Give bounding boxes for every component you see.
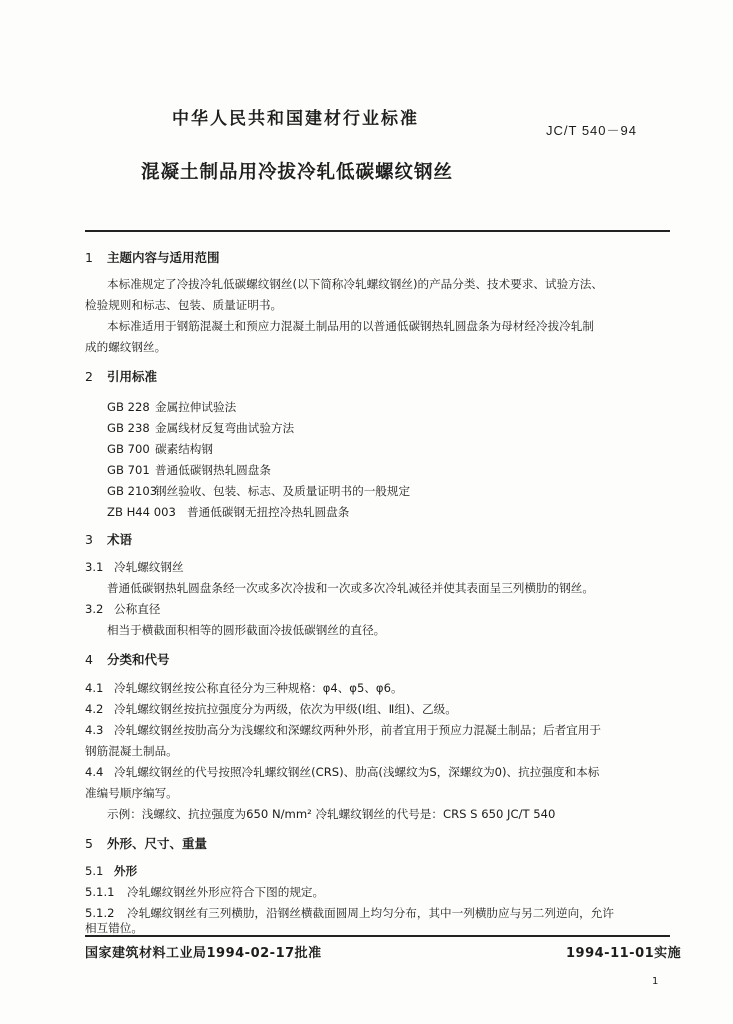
reference-code: GB 2103: [107, 484, 158, 498]
clause-number: 4.3: [85, 723, 104, 737]
section-number: 5: [85, 836, 93, 851]
reference-code: GB 701: [107, 463, 150, 477]
clause-number: 3.1: [85, 560, 104, 574]
section-title: 术语: [107, 532, 133, 547]
clause: [85, 882, 324, 902]
standard-code: JC/T 540－94: [546, 123, 637, 138]
reference-item: [107, 481, 410, 501]
clause-number: 5.1.2: [85, 906, 115, 920]
clause-number: 5.1: [85, 864, 104, 878]
clause: [85, 720, 601, 740]
reference-name: 普通低碳钢无扭控冷热轧圆盘条: [187, 505, 350, 519]
reference-name: 金属拉伸试验法: [155, 400, 237, 414]
section-title: 外形、尺寸、重量: [107, 836, 208, 851]
page-number: 1: [652, 976, 659, 987]
clause-number: 4.4: [85, 765, 104, 779]
clause-number: 4.1: [85, 681, 104, 695]
document-title: 混凝土制品用冷拔冷轧低碳螺纹钢丝: [141, 162, 454, 183]
reference-item: [107, 460, 271, 480]
reference-name: 钢丝验收、包装、标志、及质量证明书的一般规定: [155, 484, 411, 498]
example-text: 示例：浅螺纹、抗拉强度为650 N/mm² 冷轧螺纹钢丝的代号是：CRS S 650 JC/T 540: [107, 807, 556, 821]
subsection-heading: [85, 861, 137, 881]
reference-item: [107, 439, 213, 459]
section-1-heading: [85, 248, 220, 266]
paragraph-line: 本标准适用于钢筋混凝土和预应力混凝土制品用的以普通低碳钢热轧圆盘条为母材经冷拔冷轧制: [107, 319, 594, 333]
clause: [85, 678, 403, 698]
reference-item: [107, 418, 294, 438]
section-number: 3: [85, 532, 93, 547]
reference-item: [107, 397, 236, 417]
term-definition: 普通低碳钢热轧圆盘条经一次或多次冷拔和一次或多次冷轧减径并使其表面呈三列横肋的钢丝。: [107, 581, 594, 595]
clause-number: 5.1.1: [85, 885, 115, 899]
reference-code: GB 238: [107, 421, 150, 435]
clause-text: 冷轧螺纹钢丝的代号按照冷轧螺纹钢丝(CRS)、肋高(浅螺纹为S，深螺纹为0)、抗拉强度和本标: [114, 765, 600, 779]
footer-divider: [85, 935, 670, 937]
reference-item: [107, 502, 349, 522]
clause-number: 3.2: [85, 602, 104, 616]
section-number: 4: [85, 652, 93, 667]
term-heading: [85, 557, 184, 577]
clause: [85, 903, 614, 923]
reference-name: 碳素结构钢: [155, 442, 213, 456]
clause-text: 冷轧螺纹钢丝按抗拉强度分为两级，依次为甲级(Ⅰ组、Ⅱ组)、乙级。: [114, 702, 457, 716]
section-4-heading: [85, 650, 170, 668]
reference-code: ZB H44 003: [107, 505, 176, 519]
section-title: 分类和代号: [107, 652, 170, 667]
term-title: 冷轧螺纹钢丝: [114, 560, 184, 574]
clause: [85, 762, 599, 782]
term-definition: 相当于横截面积相等的圆形截面冷拔低碳钢丝的直径。: [107, 623, 386, 637]
clause-number: 4.2: [85, 702, 104, 716]
clause-continuation: 准编号顺序编写。: [85, 786, 178, 800]
term-title: 公称直径: [114, 602, 161, 616]
clause-text: 冷轧螺纹钢丝按公称直径分为三种规格：φ4、φ5、φ6。: [114, 681, 403, 695]
paragraph-line: 本标准规定了冷拔冷轧低碳螺纹钢丝(以下简称冷轧螺纹钢丝)的产品分类、技术要求、试验方法、: [107, 277, 603, 291]
paragraph-line: 成的螺纹钢丝。: [85, 340, 167, 354]
reference-code: GB 700: [107, 442, 150, 456]
effective-date: 1994-11-01实施: [566, 946, 682, 961]
clause-text: 冷轧螺纹钢丝按肋高分为浅螺纹和深螺纹两种外形，前者宜用于预应力混凝土制品；后者宜用于: [114, 723, 601, 737]
paragraph-line: 检验规则和标志、包装、质量证明书。: [85, 298, 283, 312]
clause-continuation: 相互错位。: [85, 921, 143, 935]
clause-continuation: 钢筋混凝土制品。: [85, 744, 178, 758]
clause: [85, 699, 457, 719]
clause-text: 冷轧螺纹钢丝有三列横肋，沿钢丝横截面圆周上均匀分布，其中一列横肋应与另二列逆向，允许: [127, 906, 614, 920]
section-number: 1: [85, 250, 93, 265]
term-heading: [85, 599, 160, 619]
section-title: 引用标准: [107, 369, 158, 384]
section-title: 主题内容与适用范围: [107, 250, 220, 265]
approval-date: 国家建筑材料工业局1994-02-17批准: [85, 946, 322, 961]
reference-name: 普通低碳钢热轧圆盘条: [155, 463, 271, 477]
subsection-title: 外形: [114, 864, 138, 878]
clause-text: 冷轧螺纹钢丝外形应符合下图的规定。: [127, 885, 325, 899]
section-5-heading: [85, 834, 207, 852]
standard-category-title: 中华人民共和国建材行业标准: [172, 109, 419, 129]
reference-name: 金属线材反复弯曲试验方法: [155, 421, 295, 435]
section-number: 2: [85, 369, 93, 384]
section-2-heading: [85, 367, 157, 385]
section-3-heading: [85, 530, 132, 548]
reference-code: GB 228: [107, 400, 150, 414]
header-divider: [85, 230, 670, 232]
